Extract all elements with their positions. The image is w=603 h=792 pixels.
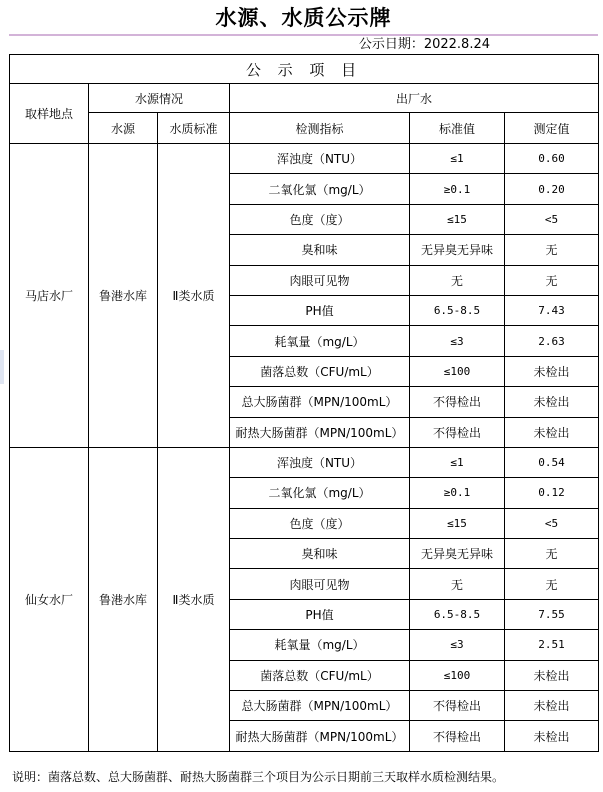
- measured-value-cell: 无: [505, 265, 599, 295]
- standard-value-cell: 不得检出: [410, 387, 505, 417]
- measured-value-cell: 0.12: [505, 478, 599, 508]
- plant-name: 马店水厂: [10, 144, 89, 448]
- measured-value-cell: 0.60: [505, 144, 599, 174]
- measured-value-cell: 未检出: [505, 356, 599, 386]
- standard-value-cell: ≤15: [410, 508, 505, 538]
- standard-value-cell: 不得检出: [410, 721, 505, 751]
- indicator-cell: 耗氧量（mg/L）: [230, 630, 410, 660]
- indicator-cell: PH值: [230, 295, 410, 325]
- indicator-cell: 总大肠菌群（MPN/100mL）: [230, 691, 410, 721]
- indicator-cell: 耐热大肠菌群（MPN/100mL）: [230, 417, 410, 447]
- source-header: 水源: [89, 113, 158, 144]
- measured-value-cell: 无: [505, 539, 599, 569]
- indicator-cell: 臭和味: [230, 539, 410, 569]
- measured-value-cell: 2.63: [505, 326, 599, 356]
- indicator-cell: 浑浊度（NTU）: [230, 144, 410, 174]
- measured-value-header: 测定值: [505, 113, 599, 144]
- indicator-cell: PH值: [230, 599, 410, 629]
- standard-value-cell: ≥0.1: [410, 478, 505, 508]
- standard-value-cell: ≤100: [410, 356, 505, 386]
- standard-value-cell: ≥0.1: [410, 174, 505, 204]
- measured-value-cell: 未检出: [505, 721, 599, 751]
- water-source: 鲁港水库: [89, 144, 158, 448]
- measured-value-cell: 7.43: [505, 295, 599, 325]
- measured-value-cell: <5: [505, 508, 599, 538]
- indicator-cell: 菌落总数（CFU/mL）: [230, 660, 410, 690]
- water-source-info-header: 水源情况: [89, 84, 230, 113]
- standard-value-cell: 6.5-8.5: [410, 599, 505, 629]
- indicator-header: 检测指标: [230, 113, 410, 144]
- standard-value-cell: 无: [410, 569, 505, 599]
- standard-value-cell: ≤3: [410, 326, 505, 356]
- notice-sheet: [9, 0, 598, 752]
- indicator-cell: 耗氧量（mg/L）: [230, 326, 410, 356]
- water-source: 鲁港水库: [89, 447, 158, 751]
- standard-value-cell: ≤100: [410, 660, 505, 690]
- measured-value-cell: 2.51: [505, 630, 599, 660]
- indicator-cell: 菌落总数（CFU/mL）: [230, 356, 410, 386]
- standard-value-cell: 无: [410, 265, 505, 295]
- indicator-cell: 二氧化氯（mg/L）: [230, 174, 410, 204]
- measured-value-cell: 无: [505, 235, 599, 265]
- water-quality-table: [9, 54, 599, 752]
- source-standard-header: 水质标准: [158, 113, 230, 144]
- standard-value-cell: ≤1: [410, 447, 505, 477]
- measured-value-cell: 未检出: [505, 387, 599, 417]
- measured-value-cell: 0.54: [505, 447, 599, 477]
- indicator-cell: 色度（度）: [230, 508, 410, 538]
- measured-value-cell: 未检出: [505, 660, 599, 690]
- measured-value-cell: <5: [505, 204, 599, 234]
- indicator-cell: 色度（度）: [230, 204, 410, 234]
- indicator-cell: 耐热大肠菌群（MPN/100mL）: [230, 721, 410, 751]
- publish-date: 公示日期：2022.8.24: [358, 37, 490, 52]
- standard-value-header: 标准值: [410, 113, 505, 144]
- table-row: [10, 144, 599, 174]
- measured-value-cell: 未检出: [505, 417, 599, 447]
- plant-name: 仙女水厂: [10, 447, 89, 751]
- standard-value-cell: ≤15: [410, 204, 505, 234]
- outflow-water-header: 出厂水: [230, 84, 599, 113]
- page-title: 水源、水质公示牌: [9, 0, 598, 36]
- indicator-cell: 肉眼可见物: [230, 265, 410, 295]
- measured-value-cell: 7.55: [505, 599, 599, 629]
- measured-value-cell: 0.20: [505, 174, 599, 204]
- indicator-cell: 总大肠菌群（MPN/100mL）: [230, 387, 410, 417]
- indicator-cell: 二氧化氯（mg/L）: [230, 478, 410, 508]
- indicator-cell: 臭和味: [230, 235, 410, 265]
- location-header: 取样地点: [10, 84, 89, 144]
- table-row: [10, 447, 599, 477]
- indicator-cell: 肉眼可见物: [230, 569, 410, 599]
- source-quality-standard: Ⅱ类水质: [158, 447, 230, 751]
- standard-value-cell: 不得检出: [410, 691, 505, 721]
- source-quality-standard: Ⅱ类水质: [158, 144, 230, 448]
- indicator-cell: 浑浊度（NTU）: [230, 447, 410, 477]
- standard-value-cell: 无异臭无异味: [410, 235, 505, 265]
- standard-value-cell: 6.5-8.5: [410, 295, 505, 325]
- standard-value-cell: 无异臭无异味: [410, 539, 505, 569]
- items-header: 公 示 项 目: [10, 55, 599, 84]
- standard-value-cell: 不得检出: [410, 417, 505, 447]
- standard-value-cell: ≤3: [410, 630, 505, 660]
- spreadsheet-edge-marker: [0, 350, 4, 384]
- measured-value-cell: 无: [505, 569, 599, 599]
- measured-value-cell: 未检出: [505, 691, 599, 721]
- standard-value-cell: ≤1: [410, 144, 505, 174]
- footnote: 说明：菌落总数、总大肠菌群、耐热大肠菌群三个项目为公示日期前三天取样水质检测结果。: [12, 770, 505, 784]
